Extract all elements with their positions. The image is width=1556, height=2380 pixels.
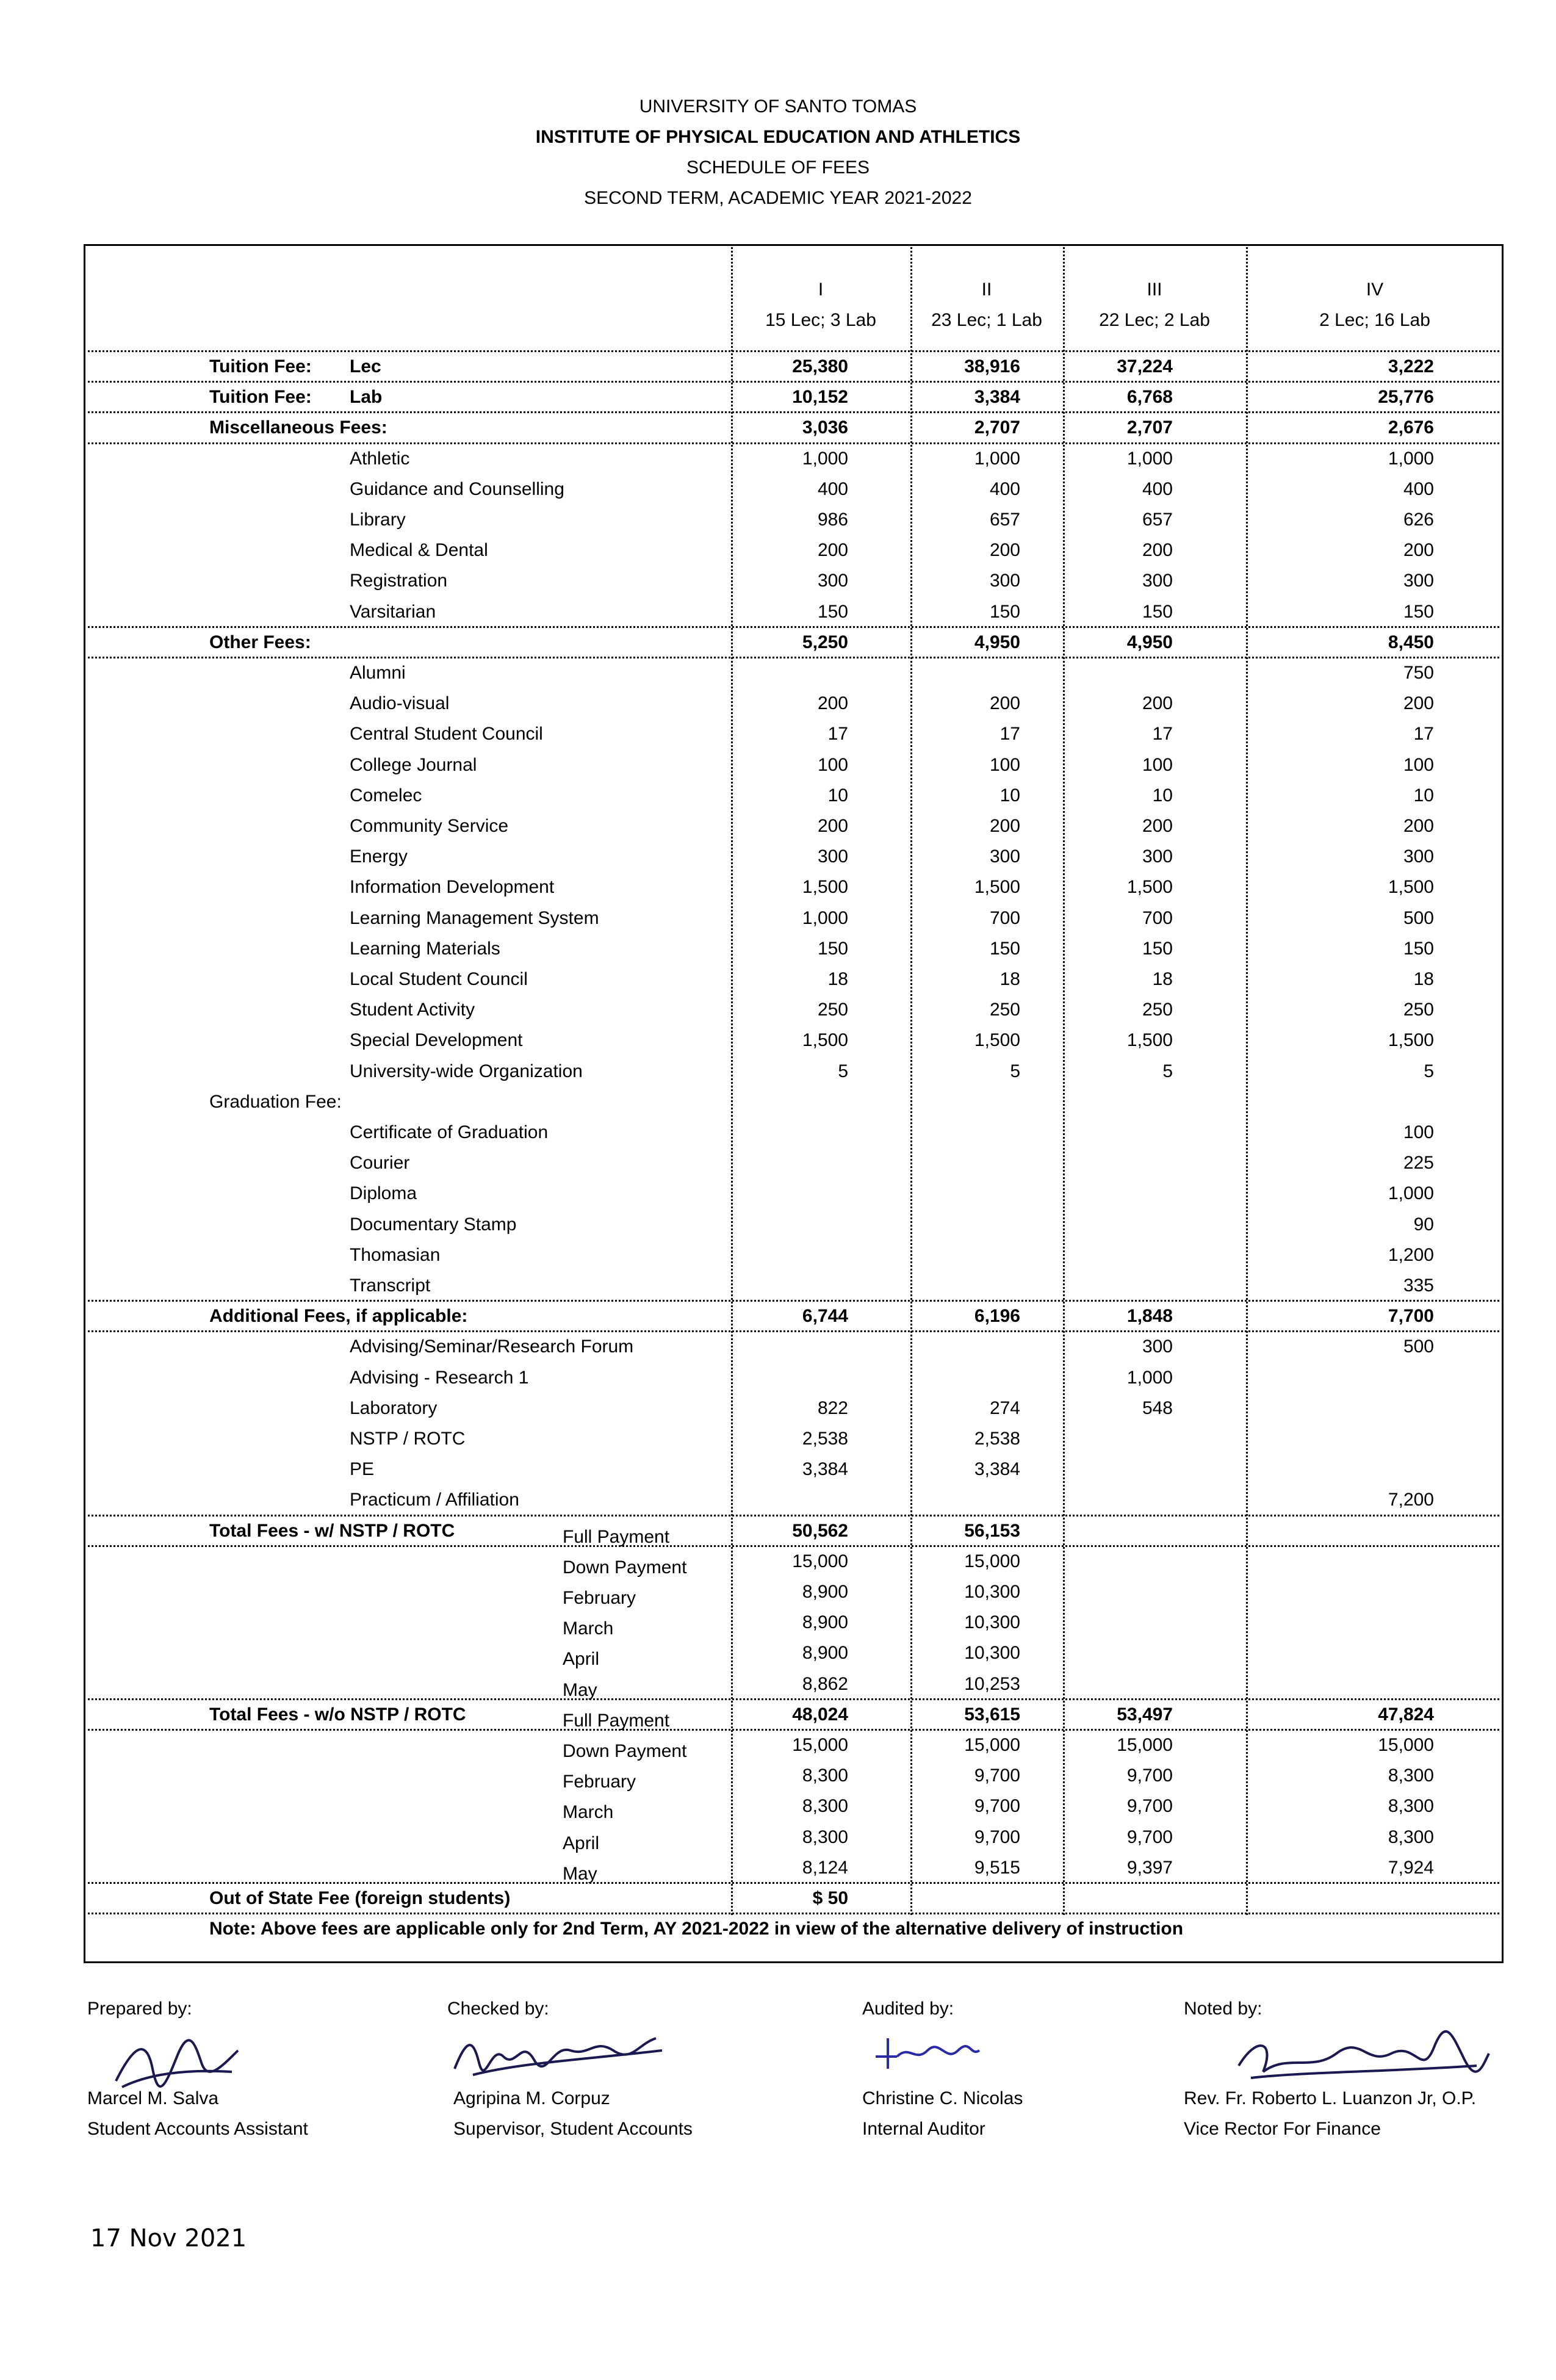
- fee-value: 200: [817, 693, 848, 714]
- row-divider: [84, 1330, 1504, 1332]
- row-label: Transcript: [350, 1275, 431, 1296]
- fee-value: 1,000: [1126, 1367, 1173, 1388]
- fee-value: 8,124: [802, 1857, 848, 1878]
- row-label: Miscellaneous Fees:: [209, 417, 387, 438]
- row-label: Additional Fees, if applicable:: [209, 1306, 468, 1327]
- column-header-roman: II: [981, 279, 992, 300]
- fee-value: 1,500: [974, 1030, 1020, 1051]
- fee-value: 37,224: [1117, 356, 1173, 377]
- fee-value: 1,000: [1388, 1183, 1434, 1204]
- fee-value: 10: [1413, 785, 1434, 806]
- row-label: Courier: [350, 1153, 410, 1174]
- fee-value: 4,950: [974, 632, 1020, 652]
- row-label: Advising - Research 1: [350, 1367, 529, 1388]
- row-label: Local Student Council: [350, 969, 528, 989]
- fee-value: 8,300: [802, 1796, 848, 1817]
- fee-value: 5: [1010, 1061, 1020, 1081]
- row-label: Laboratory: [350, 1397, 438, 1418]
- fee-value: 15,000: [792, 1735, 848, 1755]
- fee-value: 8,900: [802, 1582, 848, 1602]
- fee-value: 48,024: [792, 1704, 848, 1725]
- row-label: Documentary Stamp: [350, 1214, 517, 1235]
- fee-value: 53,615: [964, 1704, 1020, 1725]
- fee-value: 10: [827, 785, 848, 806]
- fee-value: 300: [817, 846, 848, 867]
- fee-value: 3,384: [974, 1459, 1020, 1480]
- column-header-roman: IV: [1366, 279, 1384, 300]
- fee-value: 250: [989, 1000, 1020, 1020]
- signature-image: [1233, 2029, 1495, 2090]
- row-label: Practicum / Affiliation: [350, 1490, 519, 1510]
- fee-value: 626: [1403, 510, 1434, 530]
- row-label: Audio-visual: [350, 693, 450, 714]
- fee-value: 250: [1142, 1000, 1173, 1020]
- signatory-name: Rev. Fr. Roberto L. Luanzon Jr, O.P.: [1184, 2088, 1477, 2108]
- signatory-title: Student Accounts Assistant: [87, 2119, 308, 2139]
- fee-value: 8,900: [802, 1643, 848, 1664]
- fee-value: 5: [1424, 1061, 1434, 1081]
- payment-schedule-label: February: [563, 1588, 636, 1608]
- fee-value: 50,562: [792, 1520, 848, 1541]
- fee-value: 38,916: [964, 356, 1020, 377]
- row-label: Varsitarian: [350, 601, 436, 622]
- fee-value: 100: [1142, 754, 1173, 775]
- row-divider: [84, 1882, 1504, 1884]
- signature-image: [448, 2026, 668, 2087]
- fee-value: 1,500: [1126, 1030, 1173, 1051]
- fee-value: 1,500: [802, 1030, 848, 1051]
- fee-value: 9,397: [1126, 1857, 1173, 1878]
- fee-value: 15,000: [792, 1551, 848, 1571]
- row-label-type: Lab: [350, 387, 383, 408]
- fee-value: 700: [1142, 907, 1173, 928]
- fee-value: 100: [1403, 1122, 1434, 1142]
- row-label: Medical & Dental: [350, 540, 488, 561]
- fee-value: 1,500: [1388, 1030, 1434, 1051]
- fee-value: 750: [1403, 663, 1434, 683]
- payment-schedule-label: May: [563, 1679, 597, 1700]
- signatory-title: Vice Rector For Finance: [1184, 2119, 1381, 2139]
- fee-value: 15,000: [964, 1735, 1020, 1755]
- fee-value: 9,700: [1126, 1765, 1173, 1786]
- document-title: SCHEDULE OF FEES: [686, 157, 870, 178]
- fee-value: 400: [817, 478, 848, 499]
- column-divider: [1246, 244, 1248, 1915]
- fee-value: 500: [1403, 907, 1434, 928]
- fee-value: 1,000: [802, 448, 848, 469]
- row-divider: [84, 657, 1504, 658]
- document-date: 17 Nov 2021: [90, 2224, 247, 2252]
- payment-schedule-label: March: [563, 1802, 614, 1823]
- fee-value: 1,000: [802, 907, 848, 928]
- fee-value: 700: [989, 907, 1020, 928]
- fee-value: 18: [1413, 969, 1434, 989]
- fee-value: 18: [827, 969, 848, 989]
- signatory-name: Marcel M. Salva: [87, 2088, 219, 2108]
- fee-value: 300: [1142, 846, 1173, 867]
- signatory-role: Noted by:: [1184, 1999, 1262, 2019]
- row-label: Diploma: [350, 1183, 417, 1204]
- row-label: Registration: [350, 571, 448, 591]
- row-divider: [84, 626, 1504, 628]
- fee-value: 200: [1142, 540, 1173, 561]
- fee-value: 150: [817, 938, 848, 959]
- row-divider: [84, 1729, 1504, 1731]
- fee-value: 17: [1000, 724, 1020, 745]
- fee-value: 1,000: [974, 448, 1020, 469]
- fee-value: 53,497: [1117, 1704, 1173, 1725]
- signatory-name: Agripina M. Corpuz: [453, 2088, 610, 2108]
- row-label: Total Fees - w/ NSTP / ROTC: [209, 1520, 455, 1541]
- row-label: Total Fees - w/o NSTP / ROTC: [209, 1704, 466, 1725]
- fee-value: 8,300: [802, 1765, 848, 1786]
- fee-value: 200: [817, 816, 848, 836]
- fee-value: 300: [989, 571, 1020, 591]
- fee-value: 200: [817, 540, 848, 561]
- fee-value: 47,824: [1378, 1704, 1434, 1725]
- fee-value: 9,515: [974, 1857, 1020, 1878]
- row-label: College Journal: [350, 754, 477, 775]
- row-divider: [84, 1698, 1504, 1700]
- fee-value: 250: [1403, 1000, 1434, 1020]
- fee-value: 200: [1142, 816, 1173, 836]
- fee-value: 2,538: [802, 1429, 848, 1449]
- fee-value: 335: [1403, 1275, 1434, 1296]
- fee-value: 150: [989, 601, 1020, 622]
- fee-value: 300: [1142, 1336, 1173, 1357]
- fee-value: 10,253: [964, 1673, 1020, 1694]
- fee-value: 400: [1142, 478, 1173, 499]
- fee-value: 5: [838, 1061, 848, 1081]
- fee-value: 150: [989, 938, 1020, 959]
- fee-note: Note: Above fees are applicable only for 2nd Term, AY 2021-2022 in view of the alternative delivery of instruction: [209, 1919, 1184, 1939]
- fee-value: 986: [817, 510, 848, 530]
- row-label: Comelec: [350, 785, 422, 806]
- fee-value: 2,707: [1126, 417, 1173, 438]
- payment-schedule-label: Down Payment: [563, 1741, 687, 1761]
- row-label: Community Service: [350, 816, 509, 836]
- fee-value: 15,000: [964, 1551, 1020, 1571]
- column-header-units: 23 Lec; 1 Lab: [931, 310, 1042, 330]
- fee-value: 8,300: [1388, 1826, 1434, 1847]
- row-label: Special Development: [350, 1030, 523, 1051]
- fee-value: 400: [989, 478, 1020, 499]
- fee-value: 15,000: [1378, 1735, 1434, 1755]
- fee-value: 250: [817, 1000, 848, 1020]
- fee-value: 225: [1403, 1153, 1434, 1174]
- fee-value: 200: [1142, 693, 1173, 714]
- row-label: Alumni: [350, 663, 406, 683]
- row-label: Information Development: [350, 877, 555, 898]
- fee-value: 1,848: [1126, 1306, 1173, 1327]
- payment-schedule-label: Full Payment: [563, 1526, 670, 1547]
- fee-value: 9,700: [1126, 1826, 1173, 1847]
- fee-value: 9,700: [974, 1796, 1020, 1817]
- row-label: PE: [350, 1459, 375, 1480]
- payment-schedule-label: February: [563, 1772, 636, 1792]
- payment-schedule-label: April: [563, 1833, 600, 1853]
- signatory-role: Prepared by:: [87, 1999, 192, 2019]
- column-header-units: 2 Lec; 16 Lab: [1319, 310, 1430, 330]
- payment-schedule-label: May: [563, 1863, 597, 1884]
- fee-value: 657: [1142, 510, 1173, 530]
- signatory-title: Internal Auditor: [862, 2119, 985, 2139]
- fee-value: 1,500: [1388, 877, 1434, 898]
- fee-value: 17: [1413, 724, 1434, 745]
- row-label: Athletic: [350, 448, 410, 469]
- fee-value: 822: [817, 1397, 848, 1418]
- signatory-title: Supervisor, Student Accounts: [453, 2119, 693, 2139]
- fee-value: 8,300: [802, 1826, 848, 1847]
- row-divider: [84, 1515, 1504, 1516]
- payment-schedule-label: Full Payment: [563, 1710, 670, 1731]
- fee-value: 1,000: [1388, 448, 1434, 469]
- fee-value: 10,152: [792, 387, 848, 408]
- signature-image: [873, 2032, 982, 2075]
- payment-schedule-label: Down Payment: [563, 1557, 687, 1578]
- fee-value: 25,380: [792, 356, 848, 377]
- fee-value: 300: [817, 571, 848, 591]
- fee-value: 6,768: [1126, 387, 1173, 408]
- fee-value: 1,000: [1126, 448, 1173, 469]
- fee-value: 300: [989, 846, 1020, 867]
- fee-value: 15,000: [1117, 1735, 1173, 1755]
- fee-value: 4,950: [1126, 632, 1173, 652]
- fee-value: 3,036: [802, 417, 848, 438]
- fee-value: 5: [1162, 1061, 1173, 1081]
- fee-value: 9,700: [1126, 1796, 1173, 1817]
- fee-value: 150: [1142, 601, 1173, 622]
- fee-value: 25,776: [1378, 387, 1434, 408]
- row-divider: [84, 1300, 1504, 1302]
- signatory-role: Checked by:: [447, 1999, 549, 2019]
- fee-value: 7,700: [1388, 1306, 1434, 1327]
- payment-schedule-label: March: [563, 1618, 614, 1639]
- fee-value: 100: [1403, 754, 1434, 775]
- fee-value: 1,500: [974, 877, 1020, 898]
- term-title: SECOND TERM, ACADEMIC YEAR 2021-2022: [584, 188, 972, 208]
- fee-value: 8,300: [1388, 1765, 1434, 1786]
- fee-value: 200: [1403, 540, 1434, 561]
- row-label: Guidance and Counselling: [350, 478, 564, 499]
- row-label: Tuition Fee:: [209, 387, 312, 408]
- fee-value: 100: [989, 754, 1020, 775]
- fee-value: 1,200: [1388, 1244, 1434, 1265]
- fee-value: 2,707: [974, 417, 1020, 438]
- fee-value: 10,300: [964, 1582, 1020, 1602]
- row-divider: [84, 411, 1504, 413]
- fee-value: 100: [817, 754, 848, 775]
- row-divider: [84, 350, 1504, 352]
- institute-name: INSTITUTE OF PHYSICAL EDUCATION AND ATHLETICS: [535, 127, 1021, 147]
- row-label: NSTP / ROTC: [350, 1429, 466, 1449]
- fee-value: 150: [1403, 938, 1434, 959]
- column-header-roman: I: [818, 279, 824, 300]
- fee-value: 10: [1152, 785, 1173, 806]
- column-header-units: 22 Lec; 2 Lab: [1099, 310, 1210, 330]
- row-label: Learning Management System: [350, 907, 599, 928]
- fee-value: 150: [1403, 601, 1434, 622]
- fee-value: 300: [1142, 571, 1173, 591]
- row-label: Out of State Fee (foreign students): [209, 1888, 511, 1908]
- fee-value: 17: [827, 724, 848, 745]
- fee-value: 300: [1403, 571, 1434, 591]
- row-label: Graduation Fee:: [209, 1091, 342, 1112]
- fee-value: 7,200: [1388, 1490, 1434, 1510]
- fee-value: 657: [989, 510, 1020, 530]
- column-header-units: 15 Lec; 3 Lab: [765, 310, 876, 330]
- fee-value: 200: [989, 693, 1020, 714]
- fee-value: 6,744: [802, 1306, 848, 1327]
- fee-value: 3,222: [1388, 356, 1434, 377]
- row-label: Certificate of Graduation: [350, 1122, 549, 1142]
- fee-value: 300: [1403, 846, 1434, 867]
- payment-schedule-label: April: [563, 1649, 600, 1670]
- row-label: Tuition Fee:: [209, 356, 312, 377]
- signatory-name: Christine C. Nicolas: [862, 2088, 1023, 2108]
- row-label: Student Activity: [350, 1000, 475, 1020]
- row-label: Learning Materials: [350, 938, 500, 959]
- fee-value: 8,862: [802, 1673, 848, 1694]
- fee-value: 548: [1142, 1397, 1173, 1418]
- fee-value: 200: [1403, 693, 1434, 714]
- fee-value: 10,300: [964, 1643, 1020, 1664]
- fee-value: 3,384: [974, 387, 1020, 408]
- fee-value: 5,250: [802, 632, 848, 652]
- row-label: University-wide Organization: [350, 1061, 583, 1081]
- column-header-roman: III: [1147, 279, 1162, 300]
- fee-value: 18: [1000, 969, 1020, 989]
- fee-value: 400: [1403, 478, 1434, 499]
- fee-value: 1,500: [1126, 877, 1173, 898]
- fee-value: 8,450: [1388, 632, 1434, 652]
- fee-value: 500: [1403, 1336, 1434, 1357]
- fee-value: 7,924: [1388, 1857, 1434, 1878]
- fee-value: 9,700: [974, 1826, 1020, 1847]
- fee-value: 10,300: [964, 1612, 1020, 1633]
- fee-value: 2,538: [974, 1429, 1020, 1449]
- row-label: Advising/Seminar/Research Forum: [350, 1336, 634, 1357]
- fee-value: 200: [989, 816, 1020, 836]
- fee-value: 1,500: [802, 877, 848, 898]
- fee-value: 200: [1403, 816, 1434, 836]
- fee-value: 56,153: [964, 1520, 1020, 1541]
- fee-value: 10: [1000, 785, 1020, 806]
- fee-value: 3,384: [802, 1459, 848, 1480]
- row-label: Other Fees:: [209, 632, 311, 652]
- row-divider: [84, 1913, 1504, 1914]
- row-divider: [84, 442, 1504, 444]
- row-label: Central Student Council: [350, 724, 543, 745]
- fee-value: 90: [1413, 1214, 1434, 1235]
- row-label-type: Lec: [350, 356, 381, 377]
- fee-value: 8,300: [1388, 1796, 1434, 1817]
- university-name: UNIVERSITY OF SANTO TOMAS: [639, 96, 917, 117]
- fee-value: 150: [1142, 938, 1173, 959]
- fee-value: 200: [989, 540, 1020, 561]
- signatory-role: Audited by:: [862, 1999, 954, 2019]
- row-label: Library: [350, 510, 406, 530]
- fee-value: $ 50: [812, 1888, 848, 1908]
- fee-value: 150: [817, 601, 848, 622]
- fee-value: 17: [1152, 724, 1173, 745]
- row-label: Energy: [350, 846, 408, 867]
- row-divider: [84, 381, 1504, 383]
- fee-value: 274: [989, 1397, 1020, 1418]
- fee-value: 6,196: [974, 1306, 1020, 1327]
- signature-image: [110, 2032, 244, 2093]
- row-divider: [84, 1545, 1504, 1547]
- row-label: Thomasian: [350, 1244, 441, 1265]
- fee-value: 8,900: [802, 1612, 848, 1633]
- fee-value: 9,700: [974, 1765, 1020, 1786]
- fee-value: 18: [1152, 969, 1173, 989]
- fee-value: 2,676: [1388, 417, 1434, 438]
